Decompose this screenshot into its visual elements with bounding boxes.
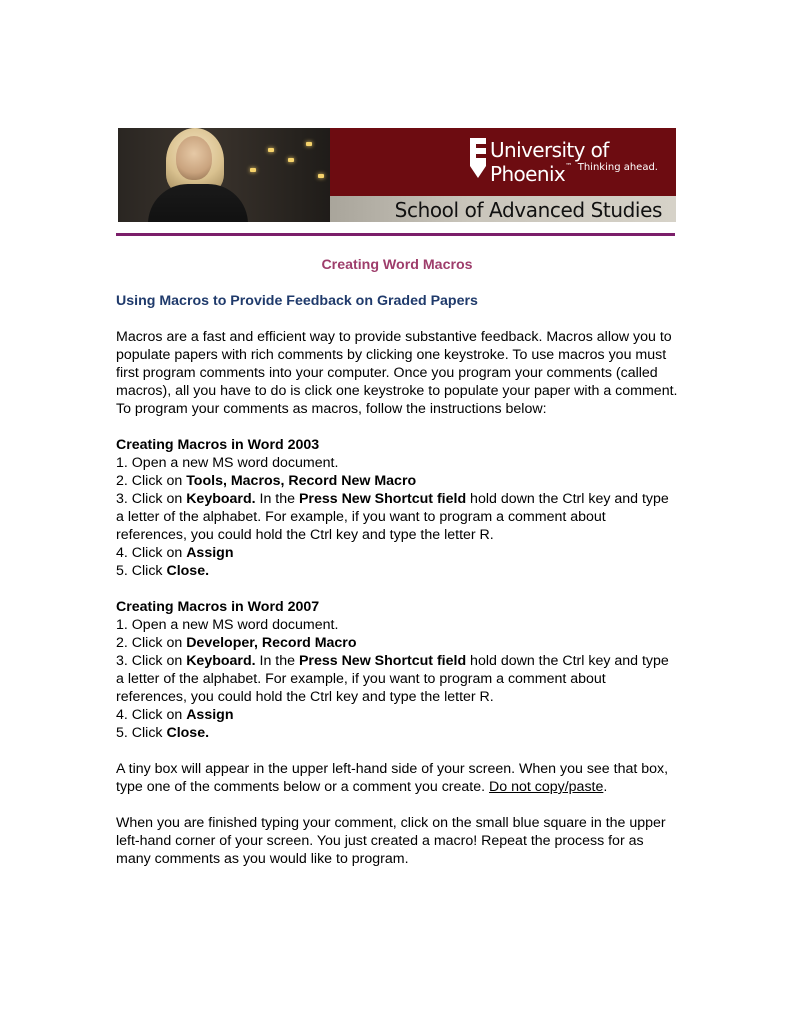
background-light xyxy=(306,142,312,146)
banner-photo xyxy=(118,128,330,222)
brand-name-text: University of Phoenix xyxy=(490,138,609,186)
step-5 xyxy=(116,724,678,742)
background-light xyxy=(318,174,324,178)
step-text: 2. Click on xyxy=(116,635,187,651)
step-text: 4. Click on xyxy=(116,707,187,723)
header-banner xyxy=(118,128,676,222)
document-title: Creating Word Macros xyxy=(321,257,473,273)
step-text: In the xyxy=(255,653,299,669)
step-2 xyxy=(116,634,678,652)
step-text: hold down the Ctrl key and type a letter of the alphabet. For example, if you want to program a comment about references, you could hold the Ctrl key and type the letter R. xyxy=(116,653,669,705)
step-text: 4. Click on xyxy=(116,545,187,561)
background-light xyxy=(288,158,294,162)
section-word-2003 xyxy=(116,436,678,580)
step-bold-text: Close. xyxy=(166,563,210,579)
step-text: 3. Click on xyxy=(116,653,187,669)
step-3 xyxy=(116,490,678,544)
step-bold-text: Keyboard. xyxy=(186,653,256,669)
step-4 xyxy=(116,706,678,724)
step-bold-text: Developer, Record Macro xyxy=(186,635,357,651)
document-body xyxy=(116,256,678,868)
paragraph-text: . xyxy=(603,779,608,795)
step-1: 1. Open a new MS word document. xyxy=(116,617,339,633)
step-5 xyxy=(116,562,678,580)
section-word-2007 xyxy=(116,598,678,742)
person-body xyxy=(148,184,248,222)
underlined-warning: Do not copy/paste xyxy=(489,779,604,795)
step-3 xyxy=(116,652,678,706)
section-heading: Creating Macros in Word 2003 xyxy=(116,437,320,453)
step-text: 3. Click on xyxy=(116,491,187,507)
step-bold-text: Press New Shortcut field xyxy=(298,491,467,507)
school-strip xyxy=(330,196,676,222)
phoenix-logo-icon xyxy=(468,136,488,180)
brand-tagline: Thinking ahead. xyxy=(577,162,658,173)
trademark-mark: ™ xyxy=(565,162,572,170)
step-bold-text: Close. xyxy=(166,725,210,741)
paragraph-text: A tiny box will appear in the upper left-hand side of your screen. When you see that box, type one of the comments below or a comment you create. xyxy=(116,761,669,795)
step-text: hold down the Ctrl key and type a letter of the alphabet. For example, if you want to program a comment about references, you could hold the Ctrl key and type the letter R. xyxy=(116,491,669,543)
header-divider xyxy=(116,233,675,236)
step-2 xyxy=(116,472,678,490)
intro-paragraph: Macros are a fast and efficient way to provide substantive feedback. Macros allow you to populate papers with rich comments by clicking one keystroke. To use macros you must first program comments into your computer. Once you program your comments (called macros), all you have to do is click one keystroke to populate your paper with a comment. To program your comments as macros, follow the instructions below: xyxy=(116,329,678,417)
step-4 xyxy=(116,544,678,562)
section-heading: Creating Macros in Word 2007 xyxy=(116,599,320,615)
step-bold-text: Keyboard. xyxy=(186,491,256,507)
step-text: 5. Click xyxy=(116,725,167,741)
step-text: In the xyxy=(255,491,299,507)
step-bold-text: Press New Shortcut field xyxy=(298,653,467,669)
step-bold-text: Assign xyxy=(186,545,234,561)
school-name: School of Advanced Studies xyxy=(394,198,662,222)
tiny-box-paragraph xyxy=(116,760,678,796)
background-light xyxy=(250,168,256,172)
document-subtitle: Using Macros to Provide Feedback on Graded Papers xyxy=(116,293,478,309)
finish-paragraph: When you are finished typing your comment, click on the small blue square in the upper left-hand corner of your screen. You just created a macro! Repeat the process for as many comments as you would like to program. xyxy=(116,815,666,867)
step-text: 2. Click on xyxy=(116,473,187,489)
person-face xyxy=(176,136,212,180)
step-bold-text: Tools, Macros, Record New Macro xyxy=(186,473,417,489)
background-light xyxy=(268,148,274,152)
step-bold-text: Assign xyxy=(186,707,234,723)
step-text: 5. Click xyxy=(116,563,167,579)
step-1: 1. Open a new MS word document. xyxy=(116,455,339,471)
